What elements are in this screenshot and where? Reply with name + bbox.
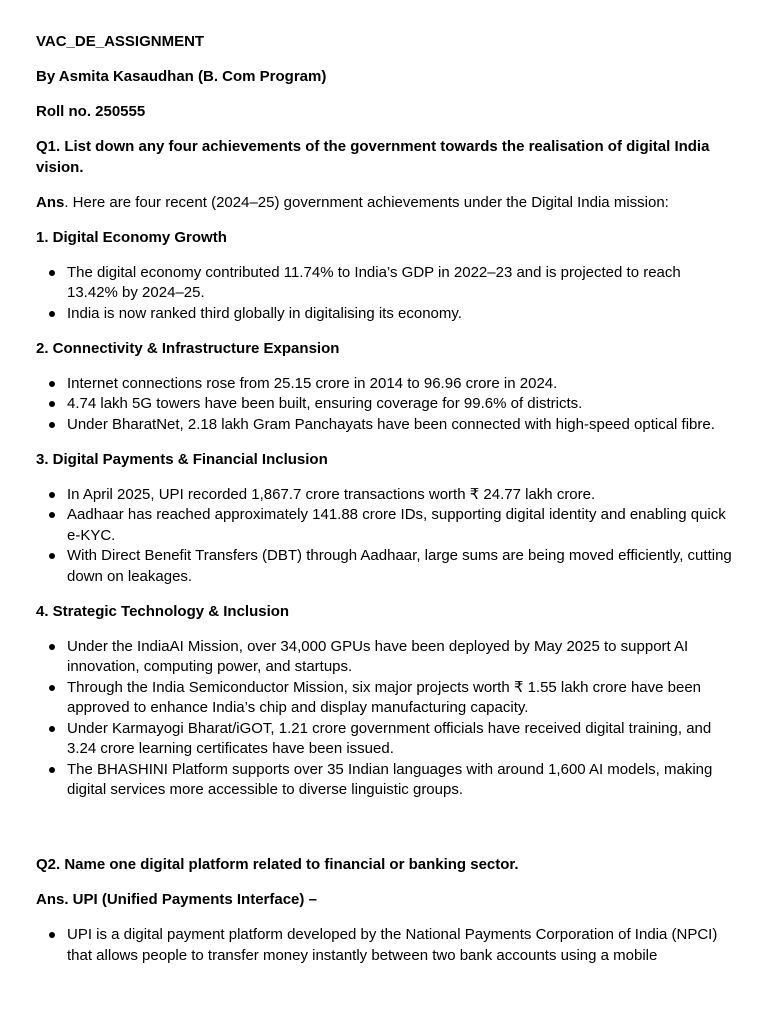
document-title: VAC_DE_ASSIGNMENT — [36, 33, 205, 50]
section-bullet-list — [36, 374, 732, 436]
author-line: By Asmita Kasaudhan (B. Com Program) — [36, 68, 327, 85]
section-heading: 1. Digital Economy Growth — [36, 228, 227, 246]
list-item: Under Karmayogi Bharat/iGOT, 1.21 crore government officials have received digital training, and 3.24 crore learning certificates have been issued. — [67, 719, 732, 760]
list-item: With Direct Benefit Transfers (DBT) through Aadhaar, large sums are being moved efficiently, cutting down on leakages. — [67, 546, 732, 587]
roll-number: Roll no. 250555 — [36, 103, 146, 120]
q1-answer-text: . Here are four recent (2024–25) government achievements under the Digital India mission: — [64, 193, 669, 211]
q1-question-text: . List down any four achievements of the government towards the realisation of digital India vision. — [36, 138, 710, 176]
q2-question: Q2. Name one digital platform related to financial or banking sector. — [36, 856, 519, 873]
q2-bullet-list — [36, 925, 732, 966]
list-item: The BHASHINI Platform supports over 35 Indian languages with around 1,600 AI models, making digital services more accessible to diverse linguistic groups. — [67, 760, 732, 801]
q1-question — [36, 137, 732, 178]
list-item: Under BharatNet, 2.18 lakh Gram Panchayats have been connected with high-speed optical fibre. — [67, 415, 732, 436]
q1-answer-label: Ans — [36, 193, 65, 211]
section-heading: 2. Connectivity & Infrastructure Expansion — [36, 339, 340, 357]
section-heading: 4. Strategic Technology & Inclusion — [36, 602, 290, 620]
list-item: In April 2025, UPI recorded 1,867.7 crore transactions worth ₹ 24.77 lakh crore. — [67, 485, 732, 506]
list-item: Internet connections rose from 25.15 crore in 2014 to 96.96 crore in 2024. — [67, 374, 732, 395]
q1-answer — [36, 193, 732, 214]
list-item: Under the IndiaAI Mission, over 34,000 GPUs have been deployed by May 2025 to support AI innovation, computing power, and startups. — [67, 637, 732, 678]
list-item: UPI is a digital payment platform developed by the National Payments Corporation of India (NPCI) that allows people to transfer money instantly between two bank accounts using a mobile — [67, 925, 732, 966]
list-item: The digital economy contributed 11.74% to India’s GDP in 2022–23 and is projected to reach 13.42% by 2024–25. — [67, 263, 732, 304]
q2-answer-heading: Ans. UPI (Unified Payments Interface) – — [36, 891, 317, 908]
section-bullet-list — [36, 263, 732, 325]
section-heading: 3. Digital Payments & Financial Inclusion — [36, 450, 328, 468]
section-spacer — [36, 815, 732, 855]
list-item: India is now ranked third globally in digitalising its economy. — [67, 304, 732, 325]
list-item: Through the India Semiconductor Mission, six major projects worth ₹ 1.55 lakh crore have been approved to enhance India’s chip and display manufacturing capacity. — [67, 678, 732, 719]
q1-label: Q1 — [36, 138, 57, 155]
section-bullet-list — [36, 485, 732, 588]
list-item: 4.74 lakh 5G towers have been built, ensuring coverage for 99.6% of districts. — [67, 394, 732, 415]
list-item: Aadhaar has reached approximately 141.88 crore IDs, supporting digital identity and enabling quick e-KYC. — [67, 505, 732, 546]
section-bullet-list — [36, 637, 732, 801]
